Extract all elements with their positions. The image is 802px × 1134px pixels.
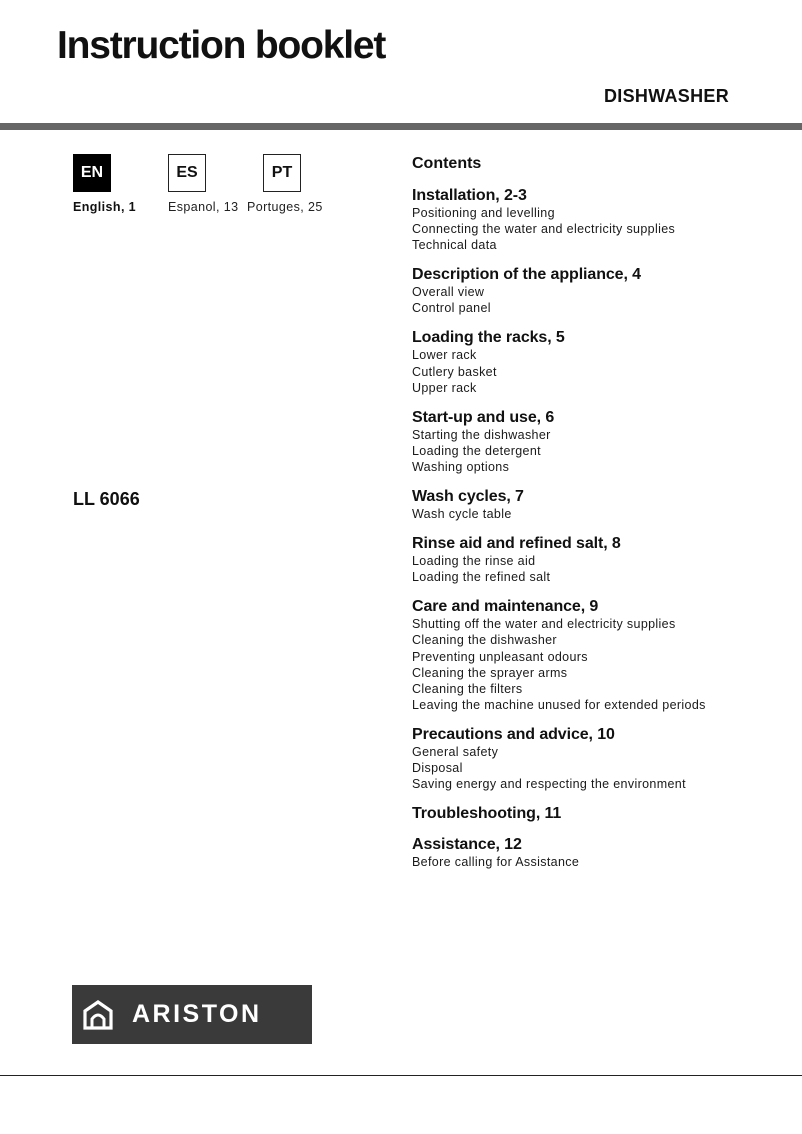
lang-caption-pt: Portuges, 25 [247, 200, 323, 214]
toc-item[interactable]: Starting the dishwasher [412, 427, 551, 442]
toc-item[interactable]: Loading the rinse aid [412, 554, 536, 569]
toc-item[interactable]: Cleaning the filters [412, 681, 523, 696]
toc-item[interactable]: Control panel [412, 301, 491, 316]
toc-item[interactable]: Wash cycle table [412, 507, 512, 522]
toc-item[interactable]: Positioning and levelling [412, 206, 555, 220]
toc-item[interactable]: Washing options [412, 459, 510, 474]
toc-section-installation [412, 186, 792, 253]
toc-item[interactable]: Overall view [412, 285, 485, 300]
product-type: DISHWASHER [603, 86, 729, 106]
table-of-contents [412, 154, 792, 882]
toc-item[interactable]: Cleaning the sprayer arms [412, 665, 568, 680]
toc-heading[interactable]: Precautions and advice, 10 [412, 725, 615, 743]
toc-section-care [412, 597, 792, 713]
toc-section-assistance [412, 835, 792, 870]
toc-heading[interactable]: Troubleshooting, 11 [412, 805, 562, 823]
toc-section-startup [412, 408, 792, 475]
house-icon [82, 999, 114, 1031]
lang-tab-en[interactable] [73, 154, 111, 192]
toc-item[interactable]: Connecting the water and electricity supplies [412, 222, 676, 237]
brand-name: ARISTON [132, 1000, 262, 1028]
toc-heading[interactable]: Rinse aid and refined salt, 8 [412, 535, 621, 553]
toc-item[interactable]: Technical data [412, 238, 497, 253]
header-divider [0, 123, 802, 130]
toc-item[interactable]: Cutlery basket [412, 364, 497, 379]
toc-item[interactable]: Lower rack [412, 348, 477, 363]
toc-heading[interactable]: Loading the racks, 5 [412, 329, 565, 347]
lang-code: PT [271, 164, 293, 181]
toc-section-rinse-aid [412, 534, 792, 585]
toc-heading[interactable]: Installation, 2-3 [412, 187, 527, 204]
toc-item[interactable]: Shutting off the water and electricity supplies [412, 617, 676, 632]
toc-section-troubleshooting [412, 804, 792, 823]
toc-item[interactable]: Before calling for Assistance [412, 855, 580, 870]
toc-item[interactable]: Cleaning the dishwasher [412, 633, 557, 648]
toc-heading[interactable]: Care and maintenance, 9 [412, 598, 599, 616]
brand-logo [72, 985, 312, 1044]
toc-heading[interactable]: Start-up and use, 6 [412, 408, 555, 426]
toc-item[interactable]: Loading the refined salt [412, 570, 551, 585]
toc-item[interactable]: General safety [412, 744, 499, 759]
footer-divider [0, 1075, 802, 1076]
toc-section-wash-cycles [412, 487, 792, 522]
toc-section-precautions [412, 725, 792, 792]
lang-code: EN [80, 164, 104, 181]
toc-item[interactable]: Disposal [412, 760, 463, 775]
lang-tab-es[interactable] [168, 154, 206, 192]
contents-title: Contents [412, 155, 482, 172]
toc-item[interactable]: Loading the detergent [412, 443, 541, 458]
lang-caption-en: English, 1 [73, 200, 137, 214]
toc-heading[interactable]: Wash cycles, 7 [412, 488, 524, 506]
lang-tab-pt[interactable] [263, 154, 301, 192]
page-title: Instruction booklet [57, 24, 386, 67]
lang-code: ES [176, 164, 198, 181]
toc-item[interactable]: Upper rack [412, 380, 477, 395]
lang-caption-es: Espanol, 13 [168, 200, 239, 214]
toc-heading[interactable]: Description of the appliance, 4 [412, 266, 641, 284]
toc-section-loading-racks [412, 328, 792, 395]
model-number: LL 6066 [73, 489, 140, 509]
toc-item[interactable]: Saving energy and respecting the environment [412, 777, 686, 792]
toc-heading[interactable]: Assistance, 12 [412, 836, 522, 854]
toc-item[interactable]: Leaving the machine unused for extended periods [412, 697, 706, 712]
toc-item[interactable]: Preventing unpleasant odours [412, 649, 588, 664]
toc-section-description [412, 265, 792, 316]
